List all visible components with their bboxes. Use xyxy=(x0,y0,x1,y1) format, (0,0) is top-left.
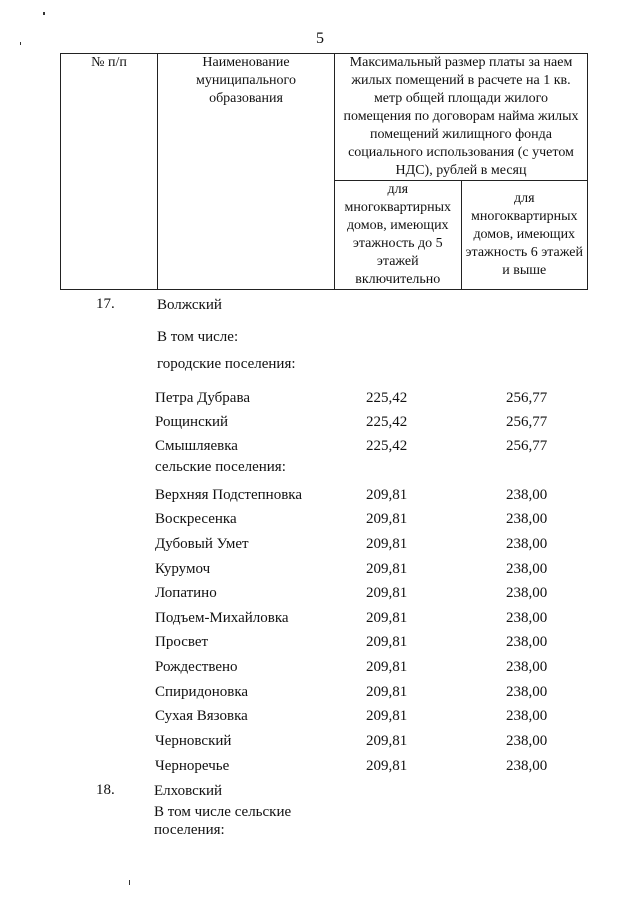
settlement-name: Рощинский xyxy=(155,414,229,430)
settlement-name: Смышляевка xyxy=(155,438,238,454)
value-up-to-5-floors: 209,81 xyxy=(366,610,408,626)
value-up-to-5-floors: 209,81 xyxy=(366,511,408,527)
value-up-to-5-floors: 209,81 xyxy=(366,561,408,577)
scan-speck xyxy=(43,12,45,15)
settlement-name: Сухая Вязовка xyxy=(155,708,248,724)
header-col-number: № п/п xyxy=(61,54,158,290)
settlement-name: Верхняя Подстепновка xyxy=(155,487,302,503)
value-6-floors-and-above: 238,00 xyxy=(506,659,548,675)
value-6-floors-and-above: 238,00 xyxy=(506,511,548,527)
value-6-floors-and-above: 238,00 xyxy=(506,585,548,601)
value-up-to-5-floors: 209,81 xyxy=(366,708,408,724)
section-18-number: 18. xyxy=(96,782,115,798)
value-up-to-5-floors: 209,81 xyxy=(366,487,408,503)
settlement-name: Черноречье xyxy=(155,758,230,774)
value-up-to-5-floors: 209,81 xyxy=(366,659,408,675)
urban-settlements-label: городские поселения: xyxy=(157,356,296,372)
value-up-to-5-floors: 225,42 xyxy=(366,414,408,430)
value-6-floors-and-above: 238,00 xyxy=(506,708,548,724)
rural-settlements-label: сельские поселения: xyxy=(155,459,286,475)
value-6-floors-and-above: 238,00 xyxy=(506,684,548,700)
header-sub-6-floors-and-above: для многоквартирных домов, имеющих этажность 6 этажей и выше xyxy=(461,181,588,290)
settlement-name: Черновский xyxy=(155,733,232,749)
value-6-floors-and-above: 238,00 xyxy=(506,487,548,503)
value-6-floors-and-above: 238,00 xyxy=(506,536,548,552)
value-up-to-5-floors: 209,81 xyxy=(366,758,408,774)
settlement-name: Подъем-Михайловка xyxy=(155,610,289,626)
value-6-floors-and-above: 238,00 xyxy=(506,733,548,749)
value-up-to-5-floors: 209,81 xyxy=(366,536,408,552)
value-up-to-5-floors: 225,42 xyxy=(366,438,408,454)
value-up-to-5-floors: 209,81 xyxy=(366,634,408,650)
value-up-to-5-floors: 225,42 xyxy=(366,390,408,406)
settlement-name: Просвет xyxy=(155,634,209,650)
settlement-name: Лопатино xyxy=(155,585,217,601)
section-18-name: Елховский xyxy=(154,783,223,799)
page-number: 5 xyxy=(316,30,324,47)
value-6-floors-and-above: 238,00 xyxy=(506,610,548,626)
settlement-name: Петра Дубрава xyxy=(155,390,251,406)
settlement-name: Рождествено xyxy=(155,659,238,675)
value-up-to-5-floors: 209,81 xyxy=(366,684,408,700)
header-table xyxy=(60,53,588,290)
scan-speck xyxy=(129,880,130,885)
settlement-name: Дубовый Умет xyxy=(155,536,249,552)
value-6-floors-and-above: 238,00 xyxy=(506,634,548,650)
value-6-floors-and-above: 256,77 xyxy=(506,390,548,406)
section-17-number: 17. xyxy=(96,296,115,312)
value-6-floors-and-above: 238,00 xyxy=(506,561,548,577)
value-6-floors-and-above: 256,77 xyxy=(506,438,548,454)
section-17-name: Волжский xyxy=(157,297,222,313)
header-sub-up-to-5-floors: для многоквартирных домов, имеющих этажность до 5 этажей включительно xyxy=(335,181,462,290)
value-6-floors-and-above: 256,77 xyxy=(506,414,548,430)
section-17-including: В том числе: xyxy=(157,329,239,345)
value-6-floors-and-above: 238,00 xyxy=(506,758,548,774)
settlement-name: Курумоч xyxy=(155,561,211,577)
settlement-name: Спиридоновка xyxy=(155,684,249,700)
settlement-name: Воскресенка xyxy=(155,511,237,527)
header-col-max-fee: Максимальный размер платы за наем жилых помещений в расчете на 1 кв. метр общей площади жилого помещения по договорам найма жилых помещений жилищного фонда социального использования (с учетом НДС), рублей в месяц xyxy=(335,54,588,181)
section-18-including: В том числе сельские поселения: xyxy=(154,804,292,838)
value-up-to-5-floors: 209,81 xyxy=(366,585,408,601)
header-col-name: Наименование муниципального образования xyxy=(158,54,335,290)
value-up-to-5-floors: 209,81 xyxy=(366,733,408,749)
